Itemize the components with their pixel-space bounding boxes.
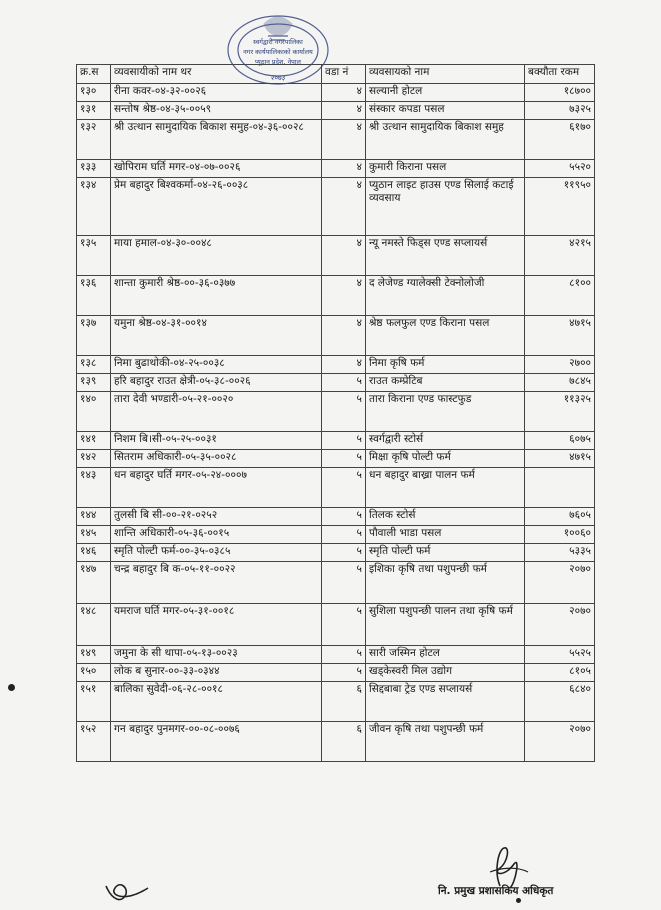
serial-cell: १४८ xyxy=(77,604,111,646)
serial-cell: १३१ xyxy=(77,102,111,120)
amount-cell: ७६०५ xyxy=(525,508,595,526)
table-row xyxy=(77,468,595,508)
amount-cell: ५५२० xyxy=(525,160,595,178)
amount-cell: ११३२५ xyxy=(525,392,595,432)
business-cell: इशिका कृषि तथा पशुपन्छी फर्म xyxy=(366,562,525,604)
table-row xyxy=(77,526,595,544)
dues-table xyxy=(76,64,595,762)
table-row xyxy=(77,160,595,178)
ward-cell: ५ xyxy=(322,646,366,664)
ward-cell: ४ xyxy=(322,102,366,120)
serial-cell: १४१ xyxy=(77,432,111,450)
owner-cell: निमा बुढाथोकी-०४-२५-००३८ xyxy=(111,356,322,374)
table-row xyxy=(77,120,595,160)
owner-cell: खोपिराम घर्ति मगर-०४-०७-००२६ xyxy=(111,160,322,178)
table-row xyxy=(77,664,595,682)
owner-cell: शान्ति अधिकारी-०५-३६-००१५ xyxy=(111,526,322,544)
owner-cell: रीना कवर-०४-३२-००२६ xyxy=(111,84,322,102)
owner-cell: चन्द्र बहादुर बि क-०५-११-००२२ xyxy=(111,562,322,604)
serial-cell: १३८ xyxy=(77,356,111,374)
amount-cell: २०७० xyxy=(525,722,595,762)
amount-cell: ४७१५ xyxy=(525,316,595,356)
owner-cell: हरि बहादुर राउत क्षेत्री-०५-३८-००२६ xyxy=(111,374,322,392)
business-cell: द लेजेण्ड ग्यालेक्सी टेक्नोलोजी xyxy=(366,276,525,316)
ward-cell: ६ xyxy=(322,722,366,762)
business-cell: तिलक स्टोर्स xyxy=(366,508,525,526)
officer-designation: नि. प्रमुख प्रशासकिय अधिकृत xyxy=(438,885,554,897)
table-row xyxy=(77,508,595,526)
business-cell: तारा किराना एण्ड फास्टफुड xyxy=(366,392,525,432)
header-serial: क्र.स xyxy=(77,65,111,84)
business-cell: स्मृति पोल्टी फर्म xyxy=(366,544,525,562)
owner-cell: स्मृति पोल्टी फर्म-००-३५-०३८५ xyxy=(111,544,322,562)
table-header-row xyxy=(77,65,595,84)
ward-cell: ५ xyxy=(322,562,366,604)
owner-cell: यमुना श्रेष्ठ-०४-३१-००१४ xyxy=(111,316,322,356)
ward-cell: ५ xyxy=(322,392,366,432)
table-row xyxy=(77,374,595,392)
ward-cell: ४ xyxy=(322,236,366,276)
table-row xyxy=(77,102,595,120)
ward-cell: ४ xyxy=(322,178,366,236)
amount-cell: ८१०५ xyxy=(525,664,595,682)
table-row xyxy=(77,316,595,356)
amount-cell: ११९५० xyxy=(525,178,595,236)
business-cell: सुशिला पशुपन्छी पालन तथा कृषि फर्म xyxy=(366,604,525,646)
business-cell: न्यू नमस्ते फिड्स एण्ड सप्लायर्स xyxy=(366,236,525,276)
header-due-amount: बक्यौता रकम xyxy=(525,65,595,84)
ward-cell: ५ xyxy=(322,544,366,562)
business-cell: श्री उत्थान सामुदायिक बिकाश समुह xyxy=(366,120,525,160)
owner-cell: बालिका सुवेदी-०६-२८-००१८ xyxy=(111,682,322,722)
table-row xyxy=(77,646,595,664)
serial-cell: १५० xyxy=(77,664,111,682)
owner-cell: श्री उत्थान सामुदायिक बिकाश समुह-०४-३६-००२८ xyxy=(111,120,322,160)
table-row xyxy=(77,276,595,316)
owner-cell: धन बहादुर घर्ति मगर-०५-२४-०००७ xyxy=(111,468,322,508)
bottom-dot xyxy=(516,898,521,903)
ward-cell: ५ xyxy=(322,508,366,526)
business-cell: स्वर्गद्वारी स्टोर्स xyxy=(366,432,525,450)
serial-cell: १४९ xyxy=(77,646,111,664)
serial-cell: १४३ xyxy=(77,468,111,508)
table-row xyxy=(77,544,595,562)
ward-cell: ५ xyxy=(322,450,366,468)
owner-cell: तारा देवी भण्डारी-०५-२१-००२० xyxy=(111,392,322,432)
serial-cell: १३६ xyxy=(77,276,111,316)
serial-cell: १४७ xyxy=(77,562,111,604)
table-row xyxy=(77,562,595,604)
owner-cell: यमराज घर्ति मगर-०५-३१-००१८ xyxy=(111,604,322,646)
business-cell: प्युठान लाइट हाउस एण्ड सिलाई कटाई व्यवसाय xyxy=(366,178,525,236)
amount-cell: २०७० xyxy=(525,562,595,604)
owner-cell: सितराम अधिकारी-०५-३५-००२८ xyxy=(111,450,322,468)
owner-cell: गन बहादुर पुनमगर-००-०८-००७६ xyxy=(111,722,322,762)
amount-cell: ७८४५ xyxy=(525,374,595,392)
table-row xyxy=(77,392,595,432)
serial-cell: १४४ xyxy=(77,508,111,526)
business-cell: संस्कार कपडा पसल xyxy=(366,102,525,120)
owner-cell: सन्तोष श्रेष्ठ-०४-३५-००५९ xyxy=(111,102,322,120)
ward-cell: ४ xyxy=(322,120,366,160)
amount-cell: १८७०० xyxy=(525,84,595,102)
serial-cell: १३५ xyxy=(77,236,111,276)
serial-cell: १४० xyxy=(77,392,111,432)
ward-cell: ५ xyxy=(322,432,366,450)
table-row xyxy=(77,236,595,276)
business-cell: सारी जस्मिन होटल xyxy=(366,646,525,664)
amount-cell: ७३२५ xyxy=(525,102,595,120)
serial-cell: १४५ xyxy=(77,526,111,544)
table-row xyxy=(77,450,595,468)
table-row xyxy=(77,178,595,236)
owner-cell: लोक ब सुनार-००-३३-०३४४ xyxy=(111,664,322,682)
business-cell: पौवाली भाडा पसल xyxy=(366,526,525,544)
header-owner-name: व्यवसायीको नाम थर xyxy=(111,65,322,84)
table-row xyxy=(77,356,595,374)
ward-cell: ५ xyxy=(322,604,366,646)
amount-cell: ६०७५ xyxy=(525,432,595,450)
seal-text-2: नगर कार्यपालिकाको कार्यालय xyxy=(243,48,313,56)
table-row xyxy=(77,722,595,762)
owner-cell: निशम बि।सी-०५-२५-००३१ xyxy=(111,432,322,450)
amount-cell: ५३३५ xyxy=(525,544,595,562)
business-cell: कुमारी किराना पसल xyxy=(366,160,525,178)
business-cell: जीवन कृषि तथा पशुपन्छी फर्म xyxy=(366,722,525,762)
serial-cell: १४६ xyxy=(77,544,111,562)
owner-cell: तुलसी बि सी-००-२१-०२५२ xyxy=(111,508,322,526)
amount-cell: ८१०० xyxy=(525,276,595,316)
ward-cell: ४ xyxy=(322,356,366,374)
table-row xyxy=(77,84,595,102)
serial-cell: १३७ xyxy=(77,316,111,356)
business-cell: सल्यानी होटल xyxy=(366,84,525,102)
table-row xyxy=(77,682,595,722)
ward-cell: ४ xyxy=(322,316,366,356)
signature-mark-icon xyxy=(96,866,156,906)
ward-cell: ५ xyxy=(322,664,366,682)
amount-cell: २०७० xyxy=(525,604,595,646)
business-cell: निमा कृषि फर्म xyxy=(366,356,525,374)
ward-cell: ४ xyxy=(322,276,366,316)
serial-cell: १४२ xyxy=(77,450,111,468)
margin-dot xyxy=(8,684,15,691)
business-cell: मिक्षा कृषि पोल्टी फर्म xyxy=(366,450,525,468)
owner-cell: प्रेम बहादुर बिश्वकर्मा-०४-२६-००३८ xyxy=(111,178,322,236)
ward-cell: ५ xyxy=(322,526,366,544)
amount-cell: ४२१५ xyxy=(525,236,595,276)
owner-cell: माया हमाल-०४-३०-००४८ xyxy=(111,236,322,276)
ward-cell: ४ xyxy=(322,160,366,178)
serial-cell: १५२ xyxy=(77,722,111,762)
amount-cell: ६८४० xyxy=(525,682,595,722)
ward-cell: ६ xyxy=(322,682,366,722)
amount-cell: २७०० xyxy=(525,356,595,374)
header-business-name: व्यवसायको नाम xyxy=(366,65,525,84)
serial-cell: १३४ xyxy=(77,178,111,236)
serial-cell: १५१ xyxy=(77,682,111,722)
business-cell: सिद्दबाबा ट्रेड एण्ड सप्लायर्स xyxy=(366,682,525,722)
table-row xyxy=(77,432,595,450)
table-row xyxy=(77,604,595,646)
serial-cell: १३२ xyxy=(77,120,111,160)
owner-cell: जमुना के सी थापा-०५-१३-००२३ xyxy=(111,646,322,664)
amount-cell: ४७१५ xyxy=(525,450,595,468)
business-cell: राउत कम्प्रेटिब xyxy=(366,374,525,392)
serial-cell: १३० xyxy=(77,84,111,102)
amount-cell: ६१७० xyxy=(525,120,595,160)
amount-cell: ५५२५ xyxy=(525,646,595,664)
serial-cell: १३९ xyxy=(77,374,111,392)
seal-text-3: प्यूठान प्रदेश, नेपाल xyxy=(255,58,301,66)
amount-cell: १००६० xyxy=(525,526,595,544)
amount-cell xyxy=(525,468,595,508)
ward-cell: ५ xyxy=(322,374,366,392)
seal-text-1: स्वर्गद्वारी नगरपालिका xyxy=(253,38,303,46)
serial-cell: १३३ xyxy=(77,160,111,178)
ward-cell: ४ xyxy=(322,84,366,102)
ward-cell: ५ xyxy=(322,468,366,508)
business-cell: खड्केस्वरी मिल उद्योग xyxy=(366,664,525,682)
owner-cell: शान्ता कुमारी श्रेष्ठ-००-३६-०३७७ xyxy=(111,276,322,316)
seal-year: २०७३ xyxy=(270,74,286,82)
business-cell: श्रेष्ठ फलफुल एण्ड किराना पसल xyxy=(366,316,525,356)
business-cell: धन बहादुर बाख्रा पालन फर्म xyxy=(366,468,525,508)
header-ward-no: वडा नं xyxy=(322,65,366,84)
